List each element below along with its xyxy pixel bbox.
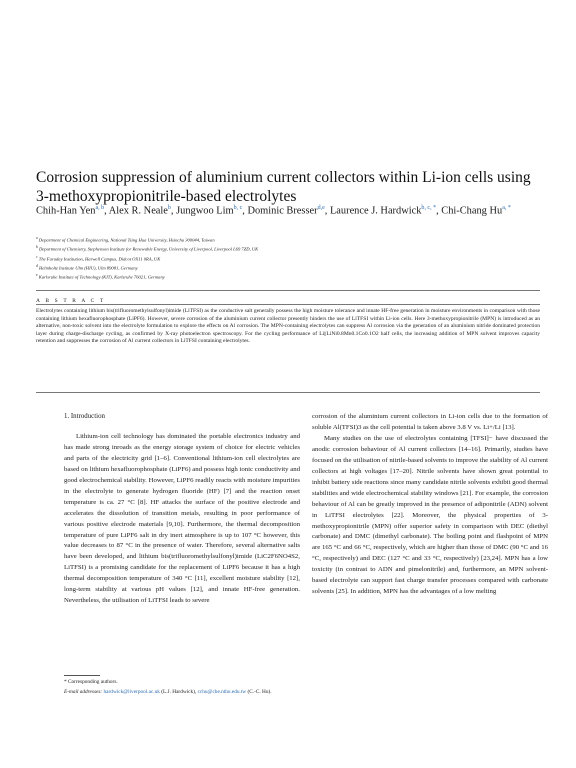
body-paragraph: Lithium-ion cell technology has dominated the portable electronics industry and has made strong inroads as the energy storage system of choice for electric vehicles and parts of the electricity grid [1–6]. Conventional lithium-ion cell electrolytes are based on lithium hexafluorophosphate (LiPF6) and possess high ionic conductivity and good electrochemical stability. However, LiPF6 readily reacts with moisture impurities in the electrolyte to generate hydrogen fluoride (HF) [7] and the reaction onset temperature is ca. 27 °C [8]. HF attacks the surface of the positive electrode and accelerates the dissolution of transition metals, resulting in poor performance of various positive electrode materials [9,10]. Furthermore, the thermal decomposition temperature of pure LiPF6 salt in dry inert atmosphere is up to 107 °C however, this value decreases to 87 °C in the presence of water. Therefore, several alternative salts have been developed, and lithium bis(trifluoromethylsulfonyl)imide (LiC2F6NO4S2, LiTFSI) is a promising candidate for the replacement of LiPF6 because it has a high thermal decomposition temperature of 340 °C [11], excellent moisture stability [12], long-term stability at various pH values [12], and innate HF-free generation. Nevertheless, the utilisation of LiTFSI leads to severe: [64, 432, 300, 605]
abstract-heading: A B S T R A C T: [36, 298, 106, 304]
affiliation-marker[interactable]: b, c, *: [421, 205, 437, 211]
affiliation-marker: c: [36, 254, 38, 259]
affiliation-marker[interactable]: b, c: [233, 205, 243, 211]
author-list: [36, 200, 536, 219]
affiliation-marker: d: [36, 263, 38, 268]
affiliation-item: [36, 244, 536, 253]
author-name[interactable]: Dominic Bresser: [247, 205, 318, 217]
paper-title: Corrosion suppression of aluminium current collectors within Li-ion cells using 3-methoxypropionitrile-based electrolytes: [36, 169, 531, 206]
author-name[interactable]: Jungwoo Lim: [176, 205, 234, 217]
email-label: E-mail addresses:: [64, 689, 103, 695]
affiliation-marker[interactable]: a, *: [502, 205, 511, 211]
email-owner: (L.J. Hardwick),: [161, 689, 197, 695]
author-name[interactable]: Alex R. Neale: [108, 205, 168, 217]
affiliation-marker: a: [36, 236, 38, 240]
affiliation-item: [36, 263, 536, 272]
body-column-right: [312, 412, 548, 598]
footnote-corresponding: * Corresponding authors.: [64, 679, 118, 685]
affiliation-text: Department of Chemistry, Stephenson Institute for Renewable Energy, University of Liverpool, Liverpool L69 7ZD, UK: [38, 246, 259, 252]
author-separator: ,: [170, 205, 177, 217]
author-separator: ,: [436, 205, 442, 217]
divider: [36, 304, 540, 305]
section-heading: 1. Introduction: [64, 413, 105, 420]
author-name[interactable]: Laurence J. Hardwick: [329, 205, 422, 217]
author-name[interactable]: Chi-Chang Hu: [441, 205, 503, 217]
affiliation-marker[interactable]: a, b: [95, 205, 105, 211]
body-paragraph: corrosion of the aluminium current collectors in Li-ion cells due to the formation of soluble Al(TFSI)3 as the cell potential is taken above 3.8 V vs. Li+/Li [13].: [312, 413, 548, 431]
affiliation-marker[interactable]: b: [167, 205, 171, 211]
author-name[interactable]: Chih-Han Yen: [36, 205, 96, 217]
affiliation-item: [36, 272, 536, 281]
body-column-left: [64, 412, 300, 607]
affiliation-text: The Faraday Institution, Harwell Campus, Didcot OX11 0RA, UK: [38, 256, 161, 262]
author-separator: ,: [242, 205, 248, 217]
affiliation-marker: b: [36, 245, 38, 250]
abstract-text: Electrolytes containing lithium bis(trifluoromethylsulfonyl)imide (LiTFSI) as the conductive salt generally possess the high moisture tolerance and innate HF-free generation in moisture environments in comparison with those containing lithium hexafluorophosphate (LiPF6). However, severe corrosion of the aluminium current collector presently hinders the use of LiTFSI within Li-ion cells. Here 3-methoxypropionitrile (MPN) is introduced as an alternative, non-toxic solvent into the electrolyte formulation to explore the effects on Al corrosion. The MPN-containing electrolytes can suppress Al corrosion via the generation of an aluminium nitride dominated protection layer during charge-discharge cycling, as confirmed by X-ray photoelectron spectroscopy. For the cycling performance of Li||LiNi0.8Mn0.1Co0.1O2 half cells, the increasing addition of MPN solvent improves capacity retention and suppresses the corrosion of Al current collectors in LiTFSI containing electrolytes.: [36, 308, 540, 345]
affiliation-text: Karlsruhe Institute of Technology (KIT), Karlsruhe 76021, Germany: [38, 274, 165, 280]
divider: [36, 392, 540, 393]
author-separator: ,: [324, 205, 330, 217]
footnote-divider: [64, 675, 100, 676]
author-separator: ,: [104, 205, 109, 217]
divider: [36, 290, 540, 291]
footnote: [64, 677, 364, 697]
affiliation-text: Helmholtz Institute Ulm (HIU), Ulm 89081, Germany: [38, 265, 138, 271]
body-paragraph: Many studies on the use of electrolytes containing [TFSI]− have discussed the anodic corrosion behaviour of Al current collectors [14–16]. Primarily, studies have focused on the utilisation of nitrile-based solvents to improve the stability of Al current collectors at high voltages [17–20]. Nitrile solvents have shown great potential to inhibit battery side reactions since many candidate nitrile solvents exhibit good thermal stabilities and wide electrochemical stability windows [21]. For example, the corrosion behaviour of Al can be greatly improved in the presence of adiponitrile (ADN) solvent in LiTFSI electrolytes [22]. Moreover, the physical properties of 3-methoxypropionitrile (MPN) offer superior safety in comparison with DEC (diethyl carbonate) and DMC (dimethyl carbonate). The boiling point and flashpoint of MPN are 165 °C and 66 °C, respectively, which are higher than those of DMC (90 °C and 16 °C, respectively) and DEC (127 °C and 33 °C, respectively) [23,24]. MPN has a low toxicity (in contrast to ADN and pimelonitrile) and, furthermore, an MPN solvent-based electrolyte can support fast charge transfer processes compared with carbonate solvents [25]. In addition, MPN has the advantages of a low melting: [312, 434, 548, 596]
email-owner: (C.-C. Hu).: [247, 689, 272, 695]
affiliation-marker[interactable]: d,e: [317, 205, 325, 211]
affiliation-marker: e: [36, 273, 38, 278]
affiliation-item: [36, 235, 536, 244]
affiliation-item: [36, 254, 536, 263]
affiliation-text: Department of Chemical Engineering, National Tsing Hua University, Hsinchu 300044, Taiwan: [38, 237, 215, 243]
email-link-hardwick[interactable]: hardwick@liverpool.ac.uk: [103, 689, 160, 695]
email-link-hu[interactable]: cchu@che.nthu.edu.tw: [197, 689, 247, 695]
affiliation-list: [36, 235, 536, 282]
